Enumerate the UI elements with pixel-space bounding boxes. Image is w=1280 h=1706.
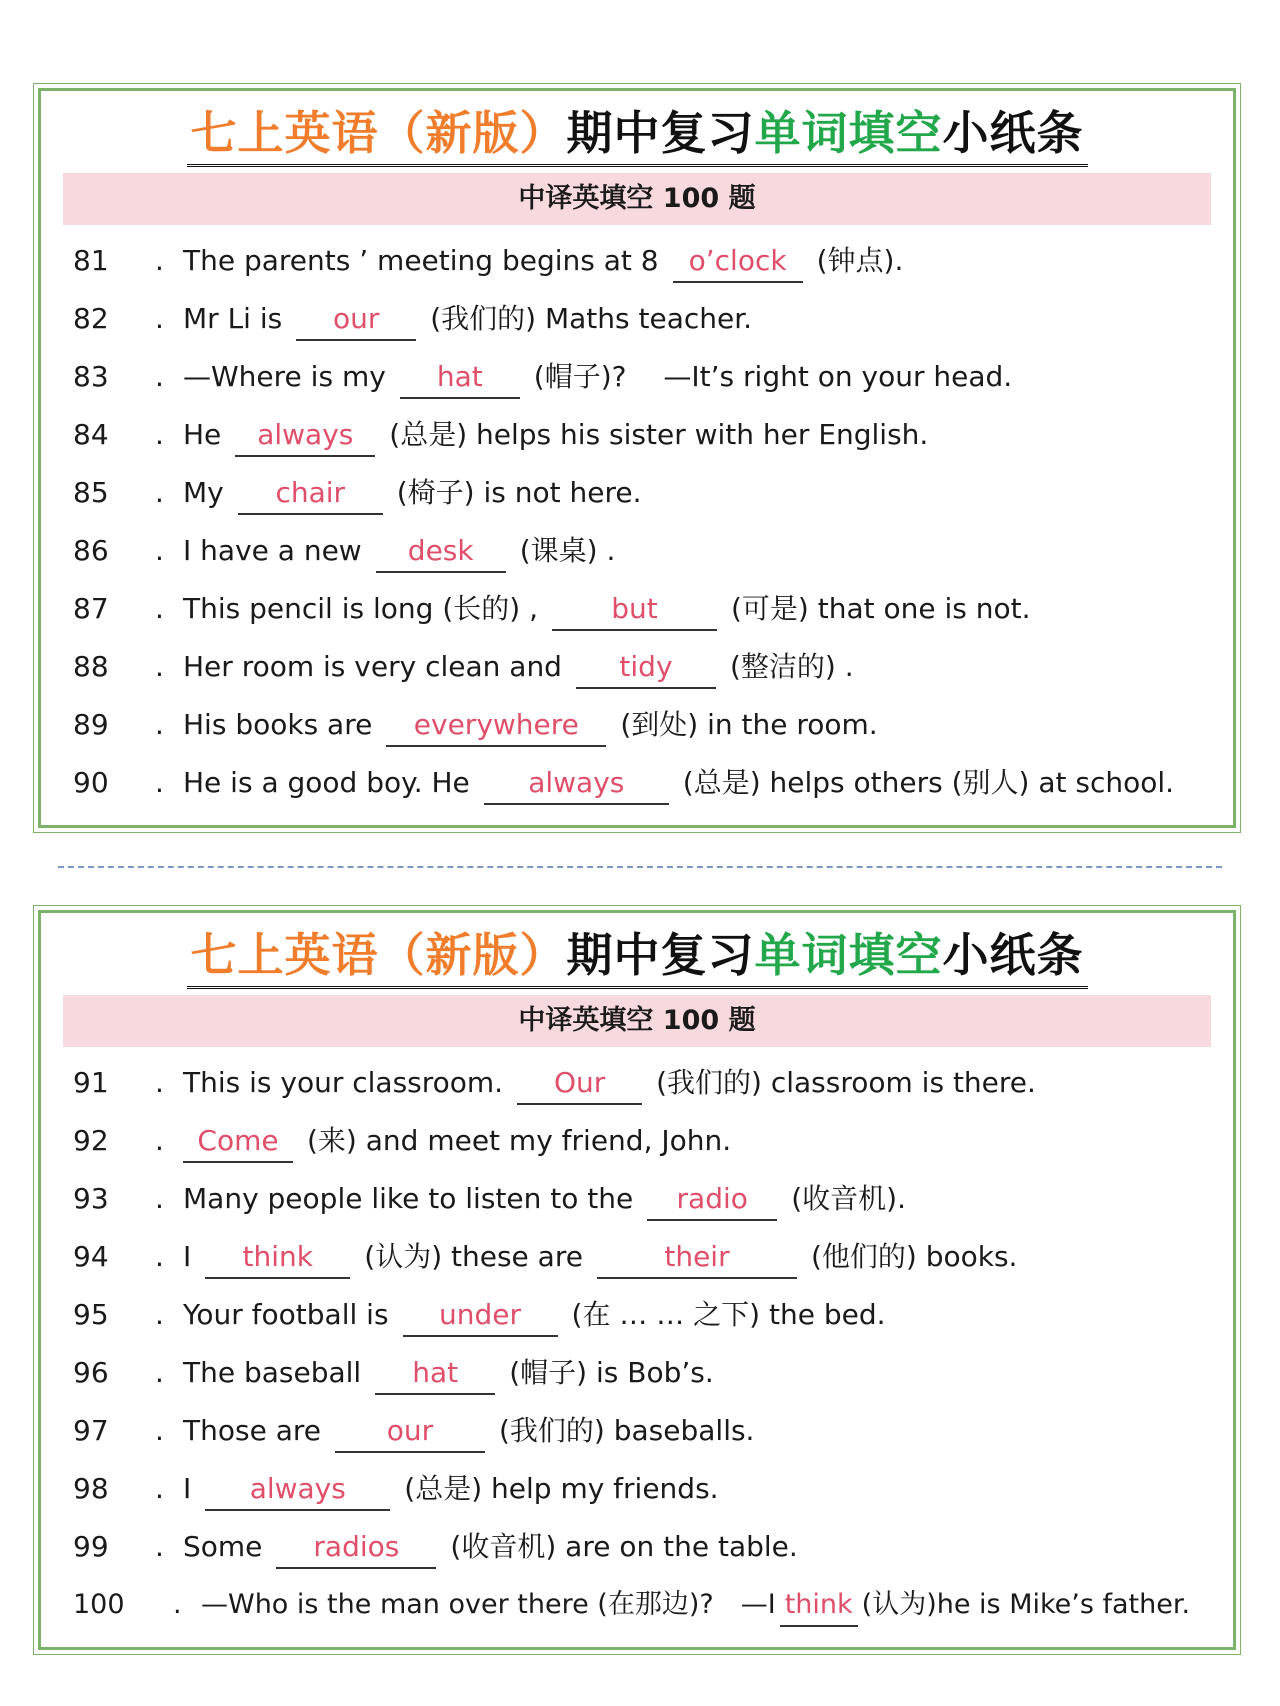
number-separator: . — [155, 1182, 164, 1215]
answer-blank: but — [552, 589, 717, 631]
question-text-before: Many people like to listen to the — [183, 1182, 634, 1215]
question-list — [73, 232, 1213, 812]
number-separator: . — [155, 766, 164, 799]
question-row — [73, 696, 1213, 754]
number-separator: . — [155, 1356, 164, 1389]
number-separator: . — [155, 1066, 164, 1099]
title-part-notes: 小纸条 — [942, 106, 1084, 160]
number-separator: . — [155, 360, 164, 393]
number-separator: . — [155, 244, 164, 277]
question-text-after: (收音机). — [791, 1182, 906, 1215]
title-part-grade: 七上英语（新版） — [190, 928, 567, 982]
question-text-after: (总是) helps others (别人) at school. — [682, 766, 1175, 799]
title-part-topic: 单词填空 — [754, 928, 943, 982]
question-row — [73, 1054, 1213, 1112]
question-text-after: (可是) that one is not. — [730, 592, 1031, 625]
number-separator: . — [155, 1124, 164, 1157]
question-text-after: (到处) in the room. — [620, 708, 878, 741]
answer-blank: think — [205, 1237, 350, 1279]
question-number: 84 — [73, 418, 109, 451]
answer-blank: always — [235, 415, 375, 457]
question-row — [73, 754, 1213, 812]
question-text-before: Some — [183, 1530, 263, 1563]
question-number: 98 — [73, 1472, 109, 1505]
worksheet-title — [41, 925, 1233, 989]
question-number: 90 — [73, 766, 109, 799]
question-text-before: I — [183, 1240, 192, 1273]
answer-blank: radio — [647, 1179, 777, 1221]
question-text-before: He is a good boy. He — [183, 766, 470, 799]
question-number: 85 — [73, 476, 109, 509]
question-text-after: (我们的) baseballs. — [498, 1414, 755, 1447]
question-text-before: His books are — [183, 708, 373, 741]
number-separator: . — [173, 1589, 182, 1620]
answer-blank: tidy — [576, 647, 716, 689]
answer-blank: desk — [376, 531, 506, 573]
answer-blank: chair — [238, 473, 383, 515]
number-separator: . — [155, 1414, 164, 1447]
question-row — [73, 348, 1213, 406]
question-number: 92 — [73, 1124, 109, 1157]
worksheet-title — [41, 103, 1233, 167]
question-number: 96 — [73, 1356, 109, 1389]
question-text-before: My — [183, 476, 224, 509]
question-text-before: The baseball — [183, 1356, 362, 1389]
title-part-review: 期中复习 — [566, 928, 755, 982]
answer-blank: everywhere — [386, 705, 606, 747]
answer-blank: hat — [375, 1353, 495, 1395]
answer-blank: think — [780, 1585, 858, 1627]
question-number: 82 — [73, 302, 109, 335]
question-text-before: He — [183, 418, 222, 451]
question-text-after: (收音机) are on the table. — [450, 1530, 798, 1563]
question-text-after: (课桌) . — [519, 534, 616, 567]
question-text-before: —Where is my — [183, 360, 386, 393]
question-number: 83 — [73, 360, 109, 393]
question-number: 100 — [73, 1589, 125, 1620]
question-row — [73, 638, 1213, 696]
question-row — [73, 1576, 1213, 1634]
question-number: 86 — [73, 534, 109, 567]
number-separator: . — [155, 302, 164, 335]
question-text-after: (钟点). — [816, 244, 904, 277]
question-text-before: I — [183, 1472, 192, 1505]
question-text-after: (认为)he is Mike’s father. — [861, 1589, 1191, 1620]
question-row — [73, 406, 1213, 464]
number-separator: . — [155, 708, 164, 741]
question-row — [73, 522, 1213, 580]
question-text-before: —Who is the man over there (在那边)? —I — [201, 1589, 776, 1620]
number-separator: . — [155, 1240, 164, 1273]
question-text-before: Mr Li is — [183, 302, 283, 335]
question-row — [73, 580, 1213, 638]
number-separator: . — [155, 418, 164, 451]
question-text-after: (我们的) Maths teacher. — [430, 302, 753, 335]
question-text-before: I have a new — [183, 534, 362, 567]
question-text-after: (总是) help my friends. — [404, 1472, 719, 1505]
answer-blank-2: their — [597, 1237, 797, 1279]
question-row — [73, 1228, 1213, 1286]
question-number: 94 — [73, 1240, 109, 1273]
question-row — [73, 1170, 1213, 1228]
worksheet-card-2 — [38, 910, 1236, 1650]
question-row — [73, 1402, 1213, 1460]
question-row — [73, 464, 1213, 522]
answer-blank: always — [205, 1469, 390, 1511]
question-number: 91 — [73, 1066, 109, 1099]
cut-line-divider — [58, 866, 1222, 868]
question-number: 88 — [73, 650, 109, 683]
question-row — [73, 290, 1213, 348]
question-number: 99 — [73, 1530, 109, 1563]
question-number: 95 — [73, 1298, 109, 1331]
question-text-after: (椅子) is not here. — [396, 476, 642, 509]
question-row — [73, 1286, 1213, 1344]
question-row — [73, 1460, 1213, 1518]
answer-blank: Come — [183, 1121, 293, 1163]
answer-blank: o’clock — [673, 241, 803, 283]
question-row — [73, 1518, 1213, 1576]
question-text-after: (来) and meet my friend, John. — [307, 1124, 732, 1157]
question-text-after: (在 … … 之下) the bed. — [571, 1298, 886, 1331]
question-row — [73, 1344, 1213, 1402]
question-text-after: (整洁的) . — [729, 650, 854, 683]
question-text-before: This pencil is long (长的) , — [183, 592, 538, 625]
answer-blank: Our — [517, 1063, 642, 1105]
answer-blank: our — [335, 1411, 485, 1453]
question-text-after: (总是) helps his sister with her English. — [389, 418, 929, 451]
section-subtitle: 中译英填空 100 题 — [63, 173, 1211, 225]
title-part-topic: 单词填空 — [754, 106, 943, 160]
title-part-review: 期中复习 — [566, 106, 755, 160]
number-separator: . — [155, 1298, 164, 1331]
number-separator: . — [155, 1530, 164, 1563]
question-text-after: (帽子)? —It’s right on your head. — [533, 360, 1013, 393]
question-number: 93 — [73, 1182, 109, 1215]
question-text-before: Your football is — [183, 1298, 389, 1331]
question-number: 89 — [73, 708, 109, 741]
number-separator: . — [155, 1472, 164, 1505]
question-text-before: The parents ’ meeting begins at 8 — [183, 244, 659, 277]
question-number: 81 — [73, 244, 109, 277]
question-number: 97 — [73, 1414, 109, 1447]
question-number: 87 — [73, 592, 109, 625]
question-text-before: This is your classroom. — [183, 1066, 504, 1099]
question-text-middle: (认为) these are — [364, 1240, 583, 1273]
number-separator: . — [155, 592, 164, 625]
answer-blank: hat — [400, 357, 520, 399]
number-separator: . — [155, 534, 164, 567]
section-subtitle: 中译英填空 100 题 — [63, 995, 1211, 1047]
question-text-after: (帽子) is Bob’s. — [509, 1356, 714, 1389]
title-part-notes: 小纸条 — [942, 928, 1084, 982]
question-list — [73, 1054, 1213, 1634]
question-row — [73, 1112, 1213, 1170]
question-text-before: Those are — [183, 1414, 321, 1447]
question-text-after: (我们的) classroom is there. — [656, 1066, 1036, 1099]
answer-blank: under — [403, 1295, 558, 1337]
question-text-before: Her room is very clean and — [183, 650, 562, 683]
answer-blank: radios — [276, 1527, 436, 1569]
answer-blank: always — [484, 763, 669, 805]
number-separator: . — [155, 476, 164, 509]
title-part-grade: 七上英语（新版） — [190, 106, 567, 160]
question-text-after: (他们的) books. — [810, 1240, 1018, 1273]
number-separator: . — [155, 650, 164, 683]
worksheet-card-1 — [38, 88, 1236, 828]
answer-blank: our — [296, 299, 416, 341]
question-row — [73, 232, 1213, 290]
